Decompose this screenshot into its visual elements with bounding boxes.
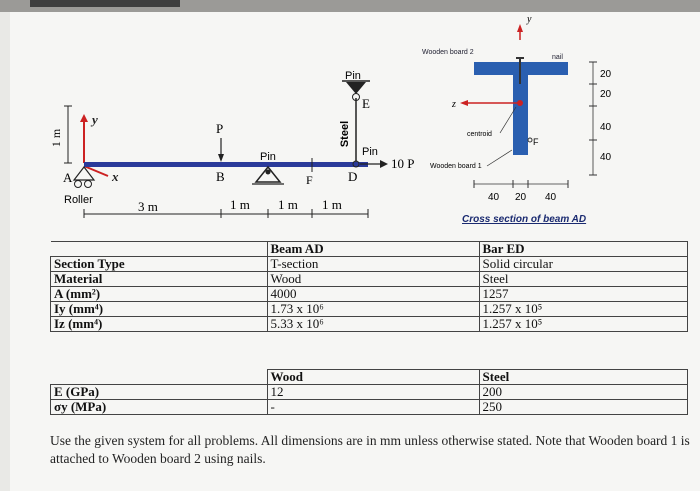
t1-cell: 1.257 x 10⁵ — [479, 317, 688, 332]
t1-label: Iy (mm⁴) — [51, 302, 268, 317]
cs-dim-20a: 20 — [600, 69, 612, 80]
table-row — [51, 400, 688, 415]
cs-dim-40a: 40 — [488, 192, 500, 203]
t1-cell: Solid circular — [479, 257, 688, 272]
cross-section-caption: Cross section of beam AD — [462, 214, 587, 225]
x-axis-label: x — [112, 169, 119, 184]
t2-cell: 12 — [267, 385, 479, 400]
cs-y-axis-arrow — [517, 24, 523, 32]
pin-d-label: Pin — [362, 146, 378, 158]
wooden-board-1 — [513, 75, 528, 155]
table-row — [51, 302, 688, 317]
table-row — [51, 385, 688, 400]
cs-z-label: z — [452, 99, 456, 110]
problem-note: Use the given system for all problems. All dimensions are in mm unless otherwise stated. Note that Wooden board 1 is attached to Wooden board 2 using nails. — [50, 433, 690, 466]
t1-cell: 4000 — [267, 287, 479, 302]
t1-cell: 1.73 x 10⁶ — [267, 302, 479, 317]
cs-y-label: y — [527, 14, 532, 25]
t1-header-bar: Bar ED — [479, 242, 688, 257]
dim-1m-a: 1 m — [230, 197, 250, 212]
dim-3m: 3 m — [138, 199, 158, 214]
t1-header-empty — [51, 242, 268, 257]
cs-f-label: F — [533, 137, 539, 147]
t1-header-beam: Beam AD — [267, 242, 479, 257]
point-e-label: E — [362, 96, 370, 111]
t2-header-steel: Steel — [479, 370, 688, 385]
board1-label: Wooden board 1 — [430, 163, 482, 170]
cs-dim-40b: 40 — [545, 192, 557, 203]
t1-cell: Steel — [479, 272, 688, 287]
t2-label: E (GPa) — [51, 385, 268, 400]
materials-table — [50, 369, 688, 415]
table-row — [51, 317, 688, 332]
point-f-label: F — [306, 173, 313, 187]
centroid-label: centroid — [467, 131, 492, 138]
t2-cell: 200 — [479, 385, 688, 400]
t1-label: A (mm²) — [51, 287, 268, 302]
t1-label: Section Type — [51, 257, 268, 272]
dim-1m-b: 1 m — [278, 197, 298, 212]
board2-label: Wooden board 2 — [422, 49, 474, 56]
point-b-label: B — [216, 169, 225, 184]
table-row — [51, 287, 688, 302]
table-row — [51, 272, 688, 287]
t2-label: σy (MPa) — [51, 400, 268, 415]
t1-cell: Wood — [267, 272, 479, 287]
t1-cell: 5.33 x 10⁶ — [267, 317, 479, 332]
nail-label: nail — [552, 54, 563, 61]
t1-cell: 1.257 x 10⁵ — [479, 302, 688, 317]
roller-label: Roller — [64, 194, 93, 206]
table-row — [51, 257, 688, 272]
load-p-label: P — [216, 121, 224, 136]
point-d-label: D — [348, 169, 358, 184]
t2-cell: 250 — [479, 400, 688, 415]
dim-1m-c: 1 m — [322, 197, 342, 212]
cs-dim-20: 20 — [515, 192, 527, 203]
t1-cell: T-section — [267, 257, 479, 272]
t2-header-empty — [51, 370, 268, 385]
pin-top-label: Pin — [345, 70, 361, 82]
steel-label: Steel — [339, 120, 351, 148]
t2-cell: - — [267, 400, 479, 415]
cross-section-diagram — [0, 0, 700, 240]
properties-table — [50, 241, 688, 332]
y-axis-label: y — [92, 112, 98, 127]
cs-dim-20b: 20 — [600, 89, 612, 100]
cs-dim-40d: 40 — [600, 152, 612, 163]
pin-b-label: Pin — [260, 151, 276, 163]
t2-header-wood: Wood — [267, 370, 479, 385]
point-a-label: A — [63, 170, 73, 185]
t1-label: Material — [51, 272, 268, 287]
one-m-vertical-label: 1 m — [49, 128, 63, 148]
load-10p-label: 10 P — [391, 156, 415, 171]
cs-dim-40c: 40 — [600, 122, 612, 133]
t1-label: Iz (mm⁴) — [51, 317, 268, 332]
t1-cell: 1257 — [479, 287, 688, 302]
centroid-marker — [517, 100, 523, 106]
